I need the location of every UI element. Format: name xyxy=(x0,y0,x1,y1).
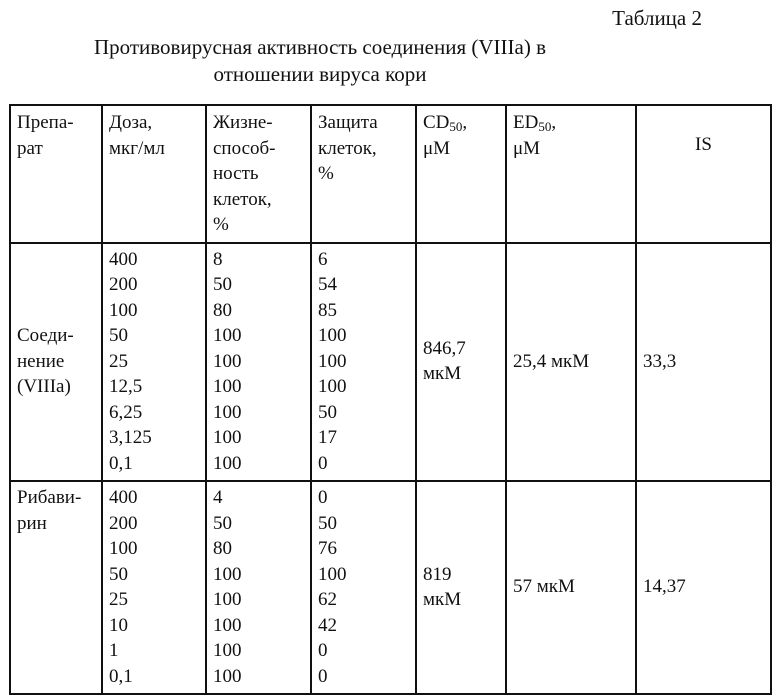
header-ed50-sub: 50 xyxy=(538,119,552,134)
viability-cell: 4 50 80 100 100 100 100 100 xyxy=(206,481,311,694)
preparation-cell: Соеди- нение (VIIIa) xyxy=(10,243,102,482)
dose-cell: 400 200 100 50 25 10 1 0,1 xyxy=(102,481,206,694)
cd50-cell: 846,7 мкМ xyxy=(416,243,506,482)
protection-cell: 6 54 85 100 100 100 50 17 0 xyxy=(311,243,416,482)
table-row-compound-viiia xyxy=(10,243,771,482)
preparation-cell: Рибави- рин xyxy=(10,481,102,694)
header-ed50-base: ED xyxy=(513,112,539,133)
header-ed50 xyxy=(506,105,636,243)
table-header-row xyxy=(10,105,771,243)
header-cd50 xyxy=(416,105,506,243)
table-title xyxy=(0,34,640,88)
protection-cell: 0 50 76 100 62 42 0 0 xyxy=(311,481,416,694)
table-number-label: Таблица 2 xyxy=(612,6,702,30)
is-cell: 14,37 xyxy=(636,481,771,694)
ed50-cell: 25,4 мкМ xyxy=(506,243,636,482)
viability-cell: 8 50 80 100 100 100 100 100 100 xyxy=(206,243,311,482)
header-is: IS xyxy=(636,105,771,243)
dose-cell: 400 200 100 50 25 12,5 6,25 3,125 0,1 xyxy=(102,243,206,482)
antiviral-activity-table xyxy=(9,104,772,695)
table-row-ribavirin xyxy=(10,481,771,694)
header-cell-protection: Защита клеток, % xyxy=(311,105,416,243)
header-cd50-base: CD xyxy=(423,112,450,133)
header-cd50-unit: , μM xyxy=(423,112,468,159)
ed50-cell: 57 мкМ xyxy=(506,481,636,694)
is-cell: 33,3 xyxy=(636,243,771,482)
header-ed50-unit: , μM xyxy=(513,112,557,159)
table-title-line-1: Противовирусная активность соединения (VIIIa) в xyxy=(93,35,546,59)
header-cell-viability: Жизне- способ- ность клеток, % xyxy=(206,105,311,243)
header-preparation: Препа- рат xyxy=(10,105,102,243)
header-dose: Доза, мкг/мл xyxy=(102,105,206,243)
header-cd50-sub: 50 xyxy=(449,119,463,134)
table-title-line-2: отношении вируса кори xyxy=(213,62,427,86)
cd50-cell: 819 мкМ xyxy=(416,481,506,694)
